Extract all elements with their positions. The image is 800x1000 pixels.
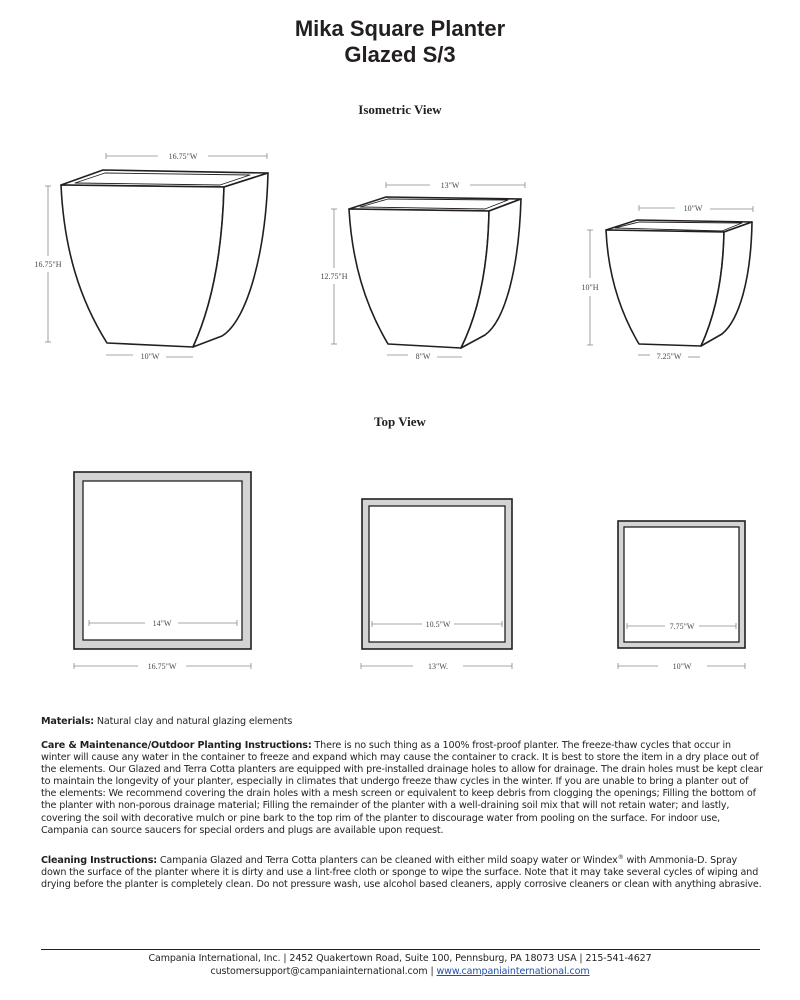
large-inner-width-label: 14"W bbox=[152, 619, 172, 628]
large-top-width-label: 16.75"W bbox=[168, 152, 198, 161]
footer-address: Campania International, Inc. | 2452 Quakertown Road, Suite 100, Pennsburg, PA 18073 USA | 215-541-4627 bbox=[148, 953, 652, 964]
small-planter-isometric bbox=[606, 220, 752, 346]
small-inner-width-label: 7.75"W bbox=[669, 622, 695, 631]
footer-divider bbox=[41, 949, 760, 950]
medium-bottom-width-label: 8"W bbox=[415, 352, 431, 361]
large-planter-isometric bbox=[61, 170, 268, 347]
small-height-label: 10"H bbox=[581, 283, 599, 292]
top-view-heading: Top View bbox=[374, 414, 426, 429]
footer-contact bbox=[0, 966, 800, 978]
small-bottom-width-label: 7.25"W bbox=[656, 352, 682, 361]
medium-outer-width-label: 13"W. bbox=[427, 662, 449, 671]
registered-mark: ® bbox=[617, 854, 624, 861]
cleaning-heading: Cleaning Instructions: bbox=[41, 855, 157, 867]
large-outer-width-label: 16.75"W bbox=[147, 662, 177, 671]
isometric-view-heading: Isometric View bbox=[358, 102, 442, 117]
page-title-line1: Mika Square Planter bbox=[294, 16, 506, 41]
medium-top-width-label: 13"W bbox=[440, 181, 460, 190]
cleaning-paragraph bbox=[41, 852, 763, 891]
cleaning-text-before: Campania Glazed and Terra Cotta planters can be cleaned with either mild soapy water or Windex bbox=[156, 855, 618, 867]
care-text: There is no such thing as a 100% frost-proof planter. The freeze-thaw cycles that occur in winter will cause any water in the container to freeze and expand which may cause the container to crack. It is best to store the item in a dry place out of the elements. Our Glazed and Terra Cotta planters are equipped with pre-installed drainage holes to allow for drainage. The drain holes must be kept clear to maintain the longevity of your planter, especially in climates that undergo freeze thaw cycles in the winter. If you are unable to bring a planter out of the elements: We recommend covering the drain holes with a mesh screen or equivalent to keep debris from clogging the openings; Filling the bottom of the planter with non-porous drainage material; Filling the remainder of the planter with a well-draining soil mix that will not retain water; and lastly, covering the soil with decorative mulch or pine bark to the top rim of the planter to discourage water from pooling on the surface. For indoor use, Campania can source saucers for special orders and plugs are available upon request. bbox=[41, 740, 763, 836]
medium-inner-width-label: 10.5"W bbox=[425, 620, 451, 629]
medium-height-label: 12.75"H bbox=[320, 272, 348, 281]
large-height-label: 16.75"H bbox=[34, 260, 62, 269]
cleaning-text-after: with Ammonia-D. Spray down the surface of the planter where it is dirty and use a lint-free cloth or sponge to wipe the surface. Note that it may take several cycles of wiping and drying before the planter is completely clean. Do not pressure wash, use alcohol based cleaners, apply corrosive cleaners or clean with anything abrasive. bbox=[41, 855, 762, 891]
medium-planter-isometric bbox=[349, 197, 521, 348]
footer-email[interactable]: customersupport@campaniainternational.com bbox=[210, 966, 428, 977]
materials-heading: Materials: bbox=[41, 716, 94, 727]
footer-separator: | bbox=[427, 966, 437, 977]
footer-website-link[interactable]: www.campaniainternational.com bbox=[436, 966, 590, 977]
care-heading: Care & Maintenance/Outdoor Planting Instructions: bbox=[41, 740, 312, 751]
small-outer-width-label: 10"W bbox=[672, 662, 692, 671]
small-top-width-label: 10"W bbox=[683, 204, 703, 213]
materials-paragraph bbox=[41, 716, 763, 728]
page-title-line2: Glazed S/3 bbox=[344, 42, 456, 67]
large-bottom-width-label: 10"W bbox=[140, 352, 160, 361]
care-paragraph bbox=[41, 740, 763, 837]
materials-text: Natural clay and natural glazing elements bbox=[93, 716, 293, 727]
